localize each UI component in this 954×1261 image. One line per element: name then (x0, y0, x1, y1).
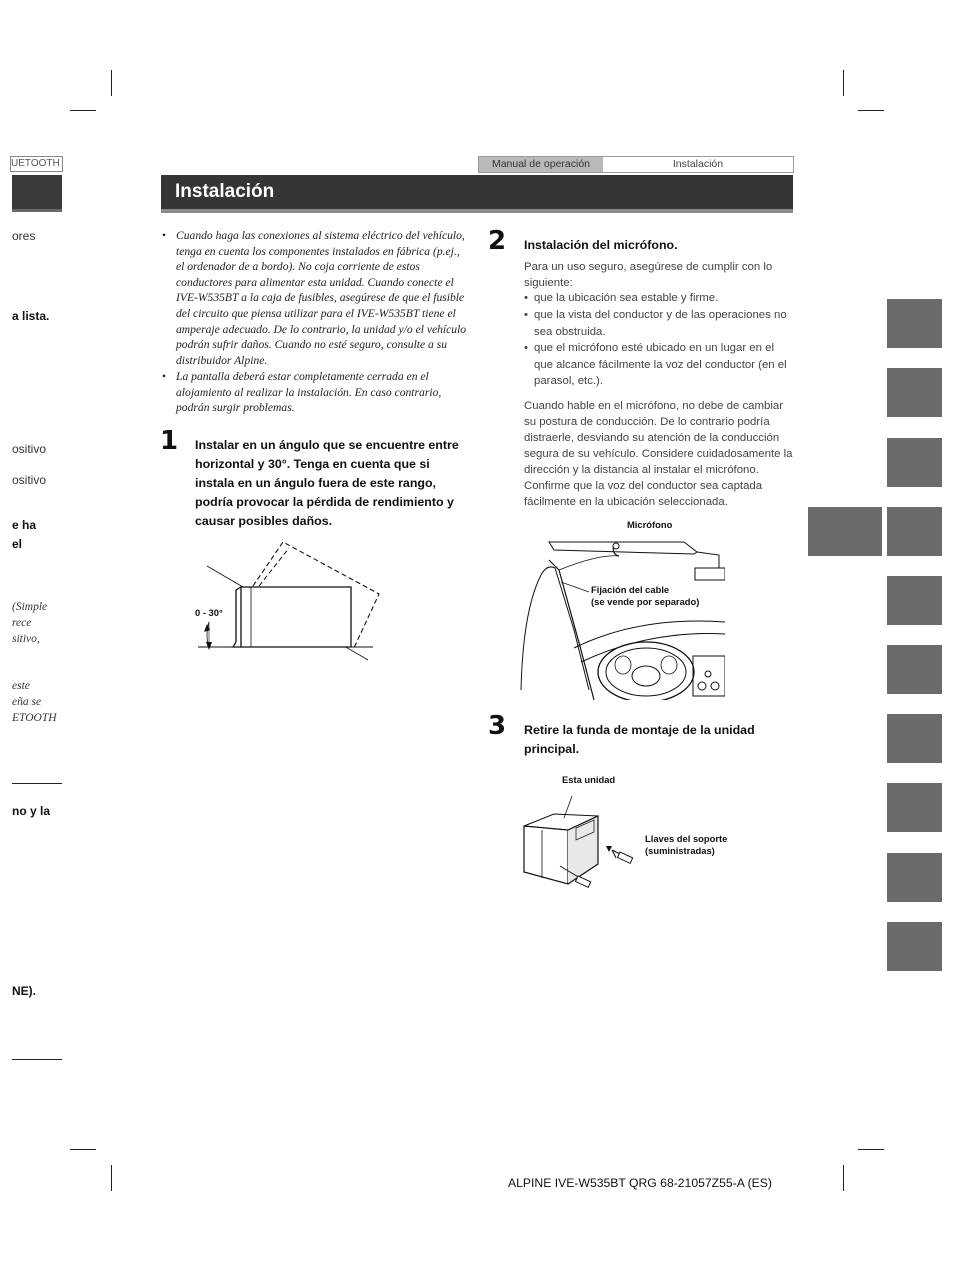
cable-label: Fijación del cable (591, 584, 670, 595)
spill-text-line: rece (12, 617, 32, 629)
spill-text-line: ETOOTH (12, 712, 57, 724)
section-tab (887, 645, 942, 694)
step-3-text: Retire la funda de montaje de la unidad principal. (524, 723, 755, 756)
section-tab-active (808, 507, 882, 556)
footer-code: ALPINE IVE-W535BT QRG 68-21057Z55-A (ES) (508, 1176, 772, 1190)
spill-header-box: UETOOTH (10, 156, 63, 172)
crop-mark (111, 70, 112, 96)
section-tab (887, 438, 942, 487)
spill-text-line: el (12, 537, 23, 551)
spill-text-line: ositivo (12, 473, 47, 487)
section-tab (887, 576, 942, 625)
section-tab (887, 507, 942, 556)
header-tabs (478, 156, 794, 173)
microphone-label: Micrófono (627, 519, 673, 530)
section-tab (887, 853, 942, 902)
step-2-bullet: • que la vista del conductor y de las operaciones no sea obstruida. (524, 307, 794, 341)
spill-title-bar (12, 175, 62, 212)
caution-bullet: • Cuando haga las conexiones al sistema eléctrico del vehículo, tenga en cuenta los componentes instalados en fábrica (p.ej., el ordenador de a bordo). No coja corriente de estos conductores para alimentar esta unidad. Cuando conecte el IVE-W535BT a la caja de fusibles, asegúrese de que el fusible del circuito que piensa utilizar para el IVE-W535BT tiene el amperaje adecuado. De lo contrario, la unidad y/o el vehículo podrán sufrir daños. Cuando no esté seguro, consulte a su distribuidor Alpine. (162, 229, 467, 367)
crop-mark (843, 1165, 844, 1191)
section-tab (887, 714, 942, 763)
step-2-intro: Para un uso seguro, asegúrese de cumplir con lo siguiente: (524, 261, 773, 289)
crop-mark (111, 1165, 112, 1191)
caution-text: La pantalla deberá estar completamente cerrada en el alojamiento al realizar la instalación. En caso contrario, podrán surgir problemas. (176, 370, 442, 415)
step-number: 2 (488, 226, 507, 256)
bullet-text: que la vista del conductor y de las operaciones no sea obstruida. (534, 309, 787, 338)
keys-label: Llaves del soporte (645, 833, 728, 844)
install-angle-diagram (193, 538, 383, 663)
microphone-diagram (519, 530, 725, 700)
step-2-bullet: • que el micrófono esté ubicado en un lugar en el que alcance fácilmente la voz del conductor (en el parasol, etc.). (524, 340, 794, 390)
section-tab (887, 299, 942, 348)
spill-divider (12, 783, 62, 784)
spill-text-line: este (12, 680, 30, 692)
spill-text-line: ores (12, 229, 36, 243)
tab-manual: Manual de operación (479, 157, 603, 172)
crop-mark (70, 110, 96, 111)
spill-text-line: ositivo (12, 442, 47, 456)
unit-label: Esta unidad (562, 774, 616, 785)
spill-text-line: NE). (12, 984, 36, 998)
tab-instalacion: Instalación (672, 158, 724, 170)
cable-label-note: (se vende por separado) (591, 596, 700, 607)
spill-text-line: eña se (12, 696, 42, 708)
crop-mark (70, 1149, 96, 1150)
caution-bullet: • La pantalla deberá estar completamente cerrada en el alojamiento al realizar la instalación. En caso contrario, podrán surgir problemas. (162, 369, 467, 417)
spill-text-line: e ha (12, 518, 37, 532)
spill-text-line: (Simple (12, 601, 48, 613)
section-tab (887, 922, 942, 971)
bullet-text: que el micrófono esté ubicado en un lugar en el que alcance fácilmente la voz del conductor (en el parasol, etc.). (534, 342, 787, 387)
bullet-text: que la ubicación sea estable y firme. (534, 292, 719, 304)
step-2-bullet: • que la ubicación sea estable y firme. (524, 290, 794, 307)
step-1-text: Instalar en un ángulo que se encuentre entre horizontal y 30°. Tenga en cuenta que si instala en un ángulo fuera de este rango, podría provocar la pérdida de rendimiento y causar posibles daños. (195, 438, 459, 528)
page-title: Instalación (175, 181, 275, 202)
spill-text-line: no y la (12, 804, 51, 818)
page-title-bar (161, 175, 793, 213)
angle-label: 0 - 30° (195, 607, 223, 618)
keys-label-note: (suministradas) (645, 845, 715, 856)
spill-text-line: a lista. (12, 309, 50, 323)
section-tab (887, 368, 942, 417)
step-2-caution: Cuando hable en el micrófono, no debe de cambiar su postura de conducción. De lo contrario podría distraerle, desviando su atención de la conducción segura de su vehículo. Considere cuidadosamente la dirección y la distancia al instalar el micrófono. Confirme que la voz del conductor sea captada fácilmente en la ubicación seleccionada. (524, 400, 793, 508)
section-tab (887, 783, 942, 832)
crop-mark (843, 70, 844, 96)
crop-mark (858, 110, 884, 111)
step-number: 1 (160, 426, 179, 456)
step-2-title: Instalación del micrófono. (524, 238, 678, 252)
spill-divider (12, 1059, 62, 1060)
sleeve-removal-diagram (520, 786, 640, 896)
spill-text-line: sitivo, (12, 633, 40, 645)
caution-text: Cuando haga las conexiones al sistema eléctrico del vehículo, tenga en cuenta los componentes instalados en fábrica (p.ej., el ordenador de a bordo). No coja corriente de estos conductores para alimentar esta unidad. Cuando conecte el IVE-W535BT a la caja de fusibles, asegúrese de que el fusible del circuito que piensa utilizar para el IVE-W535BT tiene el amperaje adecuado. De lo contrario, la unidad y/o el vehículo podrán sufrir daños. Cuando no esté seguro, consulte a su distribuidor Alpine. (176, 229, 467, 367)
crop-mark (858, 1149, 884, 1150)
step-number: 3 (488, 711, 507, 741)
